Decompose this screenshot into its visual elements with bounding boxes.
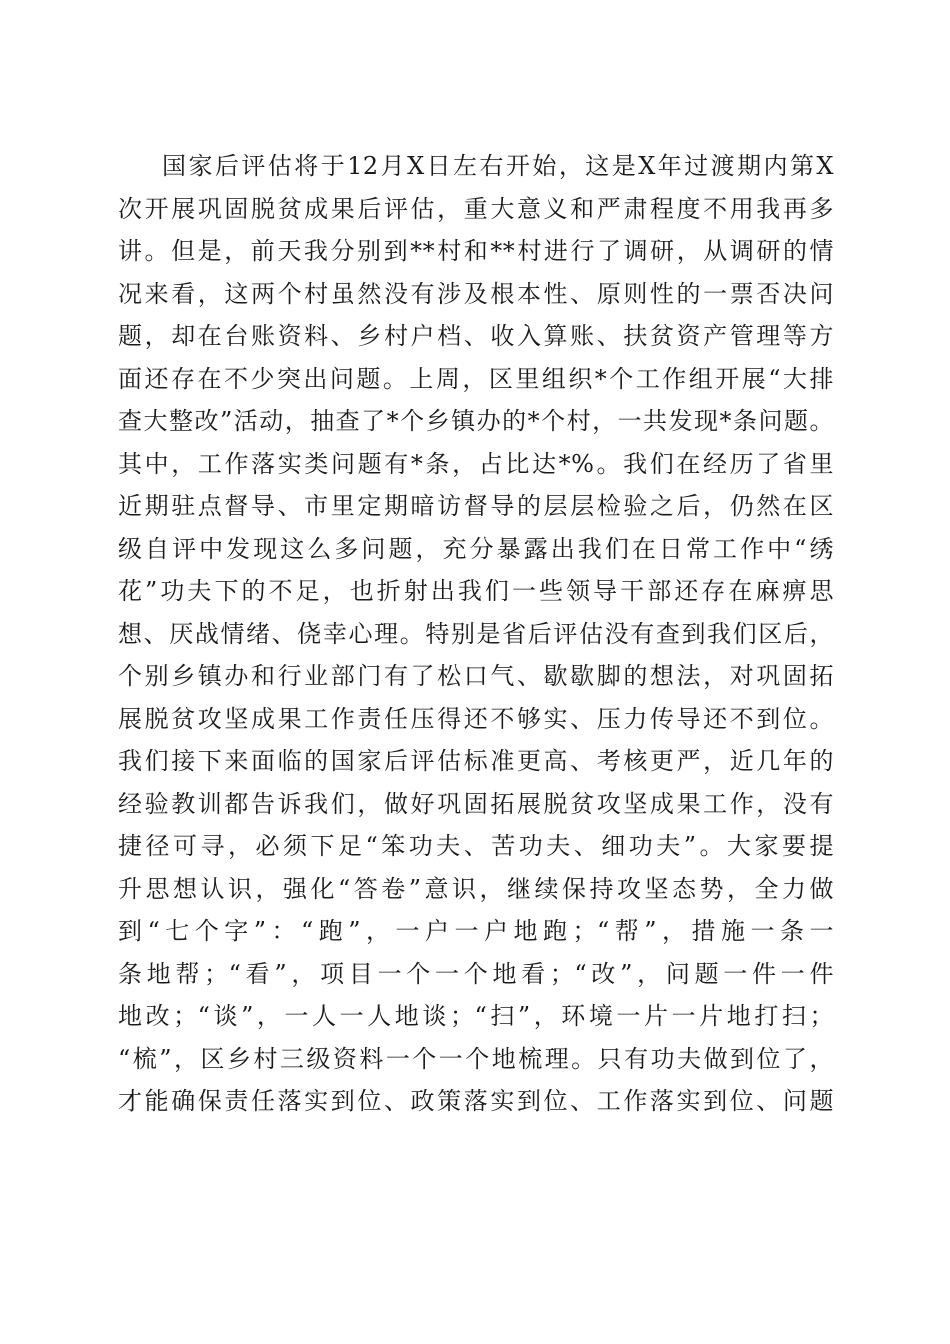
paragraph-line: 近期驻点督导、市里定期暗访督导的层层检验之后，仍然在区 bbox=[118, 492, 834, 520]
paragraph-line: 个别乡镇办和行业部门有了松口气、歇歇脚的想法，对巩固拓 bbox=[118, 662, 834, 690]
paragraph-line: 升思想认识，强化“答卷”意识，继续保持攻坚态势，全力做 bbox=[118, 874, 834, 903]
body-paragraph bbox=[118, 145, 834, 1123]
paragraph-line: 才能确保责任落实到位、政策落实到位、工作落实到位、问题 bbox=[118, 1087, 834, 1115]
paragraph-line: 想、厌战情绪、侥幸心理。特别是省后评估没有查到我们区后， bbox=[118, 619, 834, 648]
paragraph-line: 查大整改”活动，抽查了*个乡镇办的*个村，一共发现*条问题。 bbox=[118, 407, 834, 435]
paragraph-line: 况来看，这两个村虽然没有涉及根本性、原则性的一票否决问 bbox=[118, 279, 834, 308]
paragraph-line: 级自评中发现这么多问题，充分暴露出我们在日常工作中“绣 bbox=[118, 534, 834, 563]
paragraph-line: 其中，工作落实类问题有*条，占比达*%。我们在经历了省里 bbox=[118, 449, 834, 478]
paragraph-line: 次开展巩固脱贫成果后评估，重大意义和严肃程度不用我再多 bbox=[118, 194, 834, 223]
paragraph-line: 捷径可寻，必须下足“笨功夫、苦功夫、细功夫”。大家要提 bbox=[118, 832, 834, 860]
paragraph-line: 地改；“谈”，一人一人地谈；“扫”，环境一片一片地打扫； bbox=[118, 1002, 834, 1030]
paragraph-line: 到“七个字”：“跑”，一户一户地跑；“帮”，措施一条一 bbox=[118, 917, 834, 945]
paragraph-line: 我们接下来面临的国家后评估标准更高、考核更严，近几年的 bbox=[118, 747, 834, 775]
paragraph-line: “梳”，区乡村三级资料一个一个地梳理。只有功夫做到位了， bbox=[118, 1044, 834, 1073]
paragraph-line: 展脱贫攻坚成果工作责任压得还不够实、压力传导还不到位。 bbox=[118, 704, 834, 733]
paragraph-line: 国家后评估将于12月X日左右开始，这是X年过渡期内第X bbox=[162, 152, 834, 180]
paragraph-line: 经验教训都告诉我们，做好巩固拓展脱贫攻坚成果工作，没有 bbox=[118, 789, 834, 818]
paragraph-line: 条地帮；“看”，项目一个一个地看；“改”，问题一件一件 bbox=[118, 959, 834, 988]
paragraph-line: 讲。但是，前天我分别到**村和**村进行了调研，从调研的情 bbox=[118, 237, 834, 265]
paragraph-line: 面还存在不少突出问题。上周，区里组织*个工作组开展“大排 bbox=[118, 364, 834, 393]
paragraph-line: 花”功夫下的不足，也折射出我们一些领导干部还存在麻痹思 bbox=[118, 577, 834, 605]
paragraph-line: 题，却在台账资料、乡村户档、收入算账、扶贫资产管理等方 bbox=[118, 322, 834, 350]
